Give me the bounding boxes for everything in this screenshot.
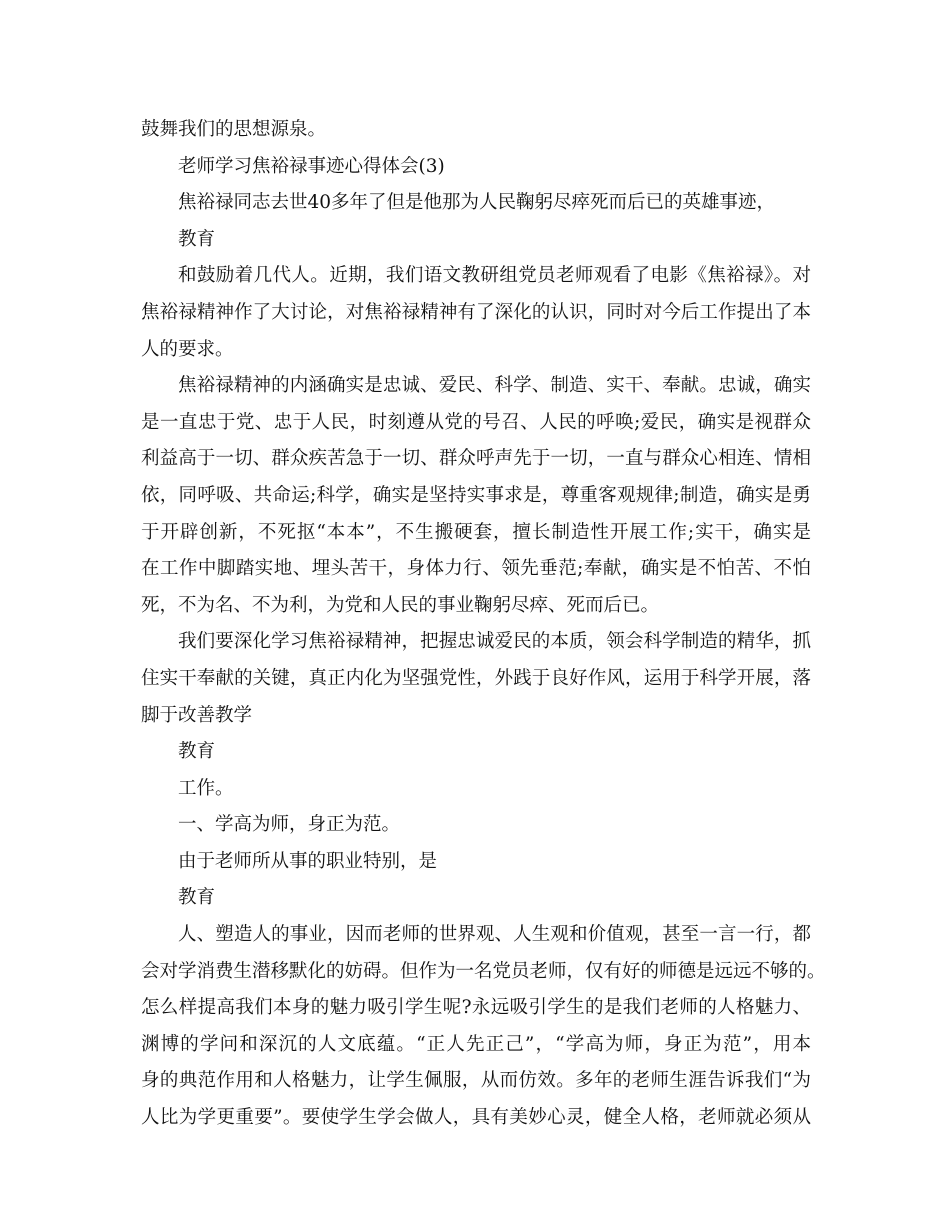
text-line: 渊博的学问和深沉的人文底蕴。“正人先正己”，“学高为师，身正为范”，用本 — [141, 1033, 811, 1055]
text-line: 人的要求。 — [141, 338, 234, 360]
text-line: 人比为学更重要”。要使学生学会做人，具有美妙心灵，健全人格，老师就必须从 — [141, 1107, 811, 1129]
text-line: 焦裕禄同志去世40多年了但是他那为人民鞠躬尽瘁死而后已的英雄事迹， — [178, 192, 776, 214]
text-line: 是一直忠于党、忠于人民，时刻遵从党的号召、人民的呼唤;爱民，确实是视群众 — [141, 411, 811, 433]
text-line: 我们要深化学习焦裕禄精神，把握忠诚爱民的本质，领会科学制造的精华，抓 — [178, 631, 811, 653]
text-line: 会对学消费生潜移默化的妨碍。但作为一名党员老师，仅有好的师德是远远不够的。 — [141, 960, 826, 982]
text-line: 人、塑造人的事业，因而老师的世界观、人生观和价值观，甚至一言一行，都 — [178, 924, 811, 946]
text-line: 利益高于一切、群众疾苦急于一切、群众呼声先于一切，一直与群众心相连、情相 — [141, 448, 811, 470]
text-line: 住实干奉献的关键，真正内化为坚强党性，外践于良好作风，运用于科学开展，落 — [141, 667, 811, 689]
text-line: 焦裕禄精神作了大讨论，对焦裕禄精神有了深化的认识，同时对今后工作提出了本 — [141, 301, 811, 323]
document-body — [141, 112, 826, 1137]
text-line: 一、学高为师，身正为范。 — [178, 814, 401, 836]
text-line: 和鼓励着几代人。近期，我们语文教研组党员老师观看了电影《焦裕禄》。对 — [178, 265, 811, 287]
text-line: 由于老师所从事的职业特别，是 — [178, 850, 438, 872]
text-line: 焦裕禄精神的内涵确实是忠诚、爱民、科学、制造、实干、奉献。忠诚，确实 — [178, 375, 811, 397]
text-line: 鼓舞我们的思想源泉。 — [141, 119, 327, 140]
text-line: 在工作中脚踏实地、埋头苦干，身体力行、领先垂范;奉献，确实是不怕苦、不怕 — [141, 558, 811, 580]
text-line: 教育 — [178, 741, 216, 763]
text-line: 老师学习焦裕禄事迹心得体会(3) — [178, 155, 445, 177]
text-line: 依，同呼吸、共命运;科学，确实是坚持实事求是，尊重客观规律;制造，确实是勇 — [141, 484, 811, 506]
text-line: 工作。 — [178, 777, 234, 799]
text-line: 身的典范作用和人格魅力，让学生佩服，从而仿效。多年的老师生涯告诉我们“为 — [141, 1070, 811, 1092]
text-line: 于开辟创新，不死抠“本本”，不生搬硬套，擅长制造性开展工作;实干，确实是 — [141, 521, 811, 543]
text-line: 死，不为名、不为利，为党和人民的事业鞠躬尽瘁、死而后已。 — [141, 594, 660, 616]
text-line: 怎么样提高我们本身的魅力吸引学生呢?永远吸引学生的是我们老师的人格魅力、 — [141, 997, 811, 1019]
text-line: 脚于改善教学 — [141, 704, 253, 726]
text-line: 教育 — [178, 228, 216, 250]
text-line: 教育 — [178, 887, 216, 909]
